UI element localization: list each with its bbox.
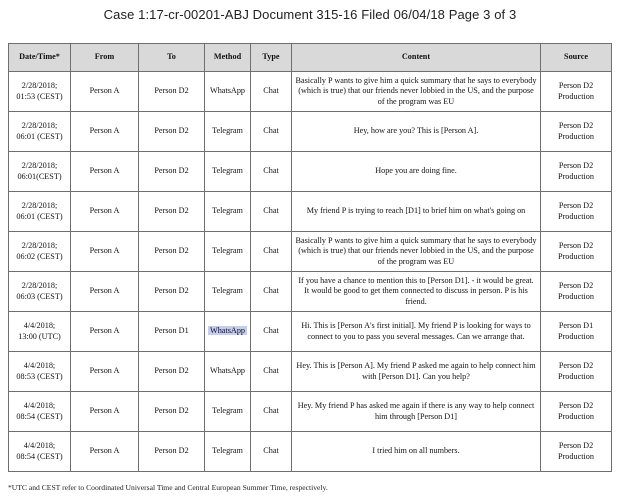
type-cell: Chat bbox=[251, 192, 292, 232]
datetime-cell bbox=[9, 432, 71, 472]
from-cell: Person A bbox=[71, 352, 139, 392]
source-cell bbox=[541, 192, 612, 232]
to-cell: Person D2 bbox=[139, 392, 205, 432]
table-row bbox=[9, 192, 612, 232]
column-header-method: Method bbox=[205, 44, 251, 72]
datetime-cell bbox=[9, 152, 71, 192]
source-text: Person D2 bbox=[558, 441, 594, 450]
time-text: 01:53 (CEST) bbox=[16, 91, 63, 101]
column-header-from: From bbox=[71, 44, 139, 72]
table-header-row bbox=[9, 44, 612, 72]
source-cell bbox=[541, 312, 612, 352]
table-row bbox=[9, 312, 612, 352]
column-header-to: To bbox=[139, 44, 205, 72]
method-cell: WhatsApp bbox=[205, 352, 251, 392]
content-cell: Hi. This is [Person A's first initial]. My friend P is looking for ways to connect to you to pass you several messages. Can we arrange that. bbox=[292, 312, 541, 352]
time-text: 06:01 (CEST) bbox=[16, 211, 63, 221]
footnote: *UTC and CEST refer to Coordinated Universal Time and Central European Summer Time, respectively. bbox=[8, 483, 328, 492]
source-cell bbox=[541, 232, 612, 272]
type-cell: Chat bbox=[251, 352, 292, 392]
table-row bbox=[9, 72, 612, 112]
type-cell: Chat bbox=[251, 152, 292, 192]
source-subtext: Production bbox=[558, 331, 594, 341]
source-subtext: Production bbox=[558, 411, 594, 421]
document-header: Case 1:17-cr-00201-ABJ Document 315-16 Filed 06/04/18 Page 3 of 3 bbox=[103, 7, 517, 22]
method-cell: Telegram bbox=[205, 392, 251, 432]
from-cell: Person A bbox=[71, 72, 139, 112]
table-row bbox=[9, 112, 612, 152]
messages-table bbox=[8, 43, 612, 472]
type-cell: Chat bbox=[251, 72, 292, 112]
to-cell: Person D2 bbox=[139, 272, 205, 312]
source-text: Person D2 bbox=[558, 281, 594, 290]
source-subtext: Production bbox=[558, 251, 594, 261]
from-cell: Person A bbox=[71, 152, 139, 192]
datetime-cell bbox=[9, 112, 71, 152]
date-text: 2/28/2018; bbox=[21, 241, 58, 250]
method-cell: Telegram bbox=[205, 232, 251, 272]
method-cell bbox=[205, 312, 251, 352]
table-row bbox=[9, 392, 612, 432]
to-cell: Person D2 bbox=[139, 112, 205, 152]
from-cell: Person A bbox=[71, 312, 139, 352]
content-cell: Hope you are doing fine. bbox=[292, 152, 541, 192]
date-text: 2/28/2018; bbox=[21, 121, 58, 130]
table-row bbox=[9, 352, 612, 392]
date-text: 2/28/2018; bbox=[21, 81, 58, 90]
table-row bbox=[9, 432, 612, 472]
source-cell bbox=[541, 392, 612, 432]
source-cell bbox=[541, 152, 612, 192]
time-text: 06:02 (CEST) bbox=[16, 251, 63, 261]
source-text: Person D2 bbox=[558, 201, 594, 210]
date-text: 2/28/2018; bbox=[21, 161, 58, 170]
method-cell: WhatsApp bbox=[205, 72, 251, 112]
source-text: Person D1 bbox=[558, 321, 594, 330]
datetime-cell bbox=[9, 232, 71, 272]
type-cell: Chat bbox=[251, 392, 292, 432]
date-text: 2/28/2018; bbox=[21, 201, 58, 210]
datetime-cell bbox=[9, 392, 71, 432]
datetime-cell bbox=[9, 192, 71, 232]
method-cell: Telegram bbox=[205, 112, 251, 152]
source-cell bbox=[541, 272, 612, 312]
type-cell: Chat bbox=[251, 272, 292, 312]
content-cell: Hey. My friend P has asked me again if there is any way to help connect him through [Person D1] bbox=[292, 392, 541, 432]
content-cell: My friend P is trying to reach [D1] to brief him on what's going on bbox=[292, 192, 541, 232]
table-row bbox=[9, 232, 612, 272]
source-subtext: Production bbox=[558, 451, 594, 461]
from-cell: Person A bbox=[71, 432, 139, 472]
source-text: Person D2 bbox=[558, 361, 594, 370]
column-header-source: Source bbox=[541, 44, 612, 72]
type-cell: Chat bbox=[251, 232, 292, 272]
source-text: Person D2 bbox=[558, 161, 594, 170]
content-cell: Basically P wants to give him a quick summary that he says to everybody (which is true) that our friends never lobbied in the US, and the purpose of the program was EU bbox=[292, 72, 541, 112]
source-text: Person D2 bbox=[558, 401, 594, 410]
datetime-cell bbox=[9, 312, 71, 352]
source-subtext: Production bbox=[558, 131, 594, 141]
from-cell: Person A bbox=[71, 112, 139, 152]
source-subtext: Production bbox=[558, 91, 594, 101]
type-cell: Chat bbox=[251, 112, 292, 152]
source-text: Person D2 bbox=[558, 121, 594, 130]
content-cell: Hey, how are you? This is [Person A]. bbox=[292, 112, 541, 152]
time-text: 06:01 (CEST) bbox=[16, 131, 63, 141]
table-row bbox=[9, 272, 612, 312]
time-text: 06:03 (CEST) bbox=[16, 291, 63, 301]
time-text: 13:00 (UTC) bbox=[18, 331, 61, 341]
highlighted-method-text[interactable]: WhatsApp bbox=[209, 326, 246, 336]
source-cell bbox=[541, 352, 612, 392]
column-header-datetime: Date/Time* bbox=[9, 44, 71, 72]
source-cell bbox=[541, 72, 612, 112]
source-subtext: Production bbox=[558, 171, 594, 181]
content-cell: I tried him on all numbers. bbox=[292, 432, 541, 472]
type-cell: Chat bbox=[251, 312, 292, 352]
time-text: 08:53 (CEST) bbox=[16, 371, 63, 381]
date-text: 4/4/2018; bbox=[23, 401, 56, 410]
method-cell: Telegram bbox=[205, 432, 251, 472]
source-subtext: Production bbox=[558, 211, 594, 221]
source-subtext: Production bbox=[558, 371, 594, 381]
from-cell: Person A bbox=[71, 392, 139, 432]
date-text: 2/28/2018; bbox=[21, 281, 58, 290]
source-subtext: Production bbox=[558, 291, 594, 301]
method-cell: Telegram bbox=[205, 152, 251, 192]
to-cell: Person D2 bbox=[139, 152, 205, 192]
to-cell: Person D1 bbox=[139, 312, 205, 352]
column-header-type: Type bbox=[251, 44, 292, 72]
content-cell: Hey. This is [Person A]. My friend P asked me again to help connect him with [Person D1]. Can you help? bbox=[292, 352, 541, 392]
time-text: 08:54 (CEST) bbox=[16, 451, 63, 461]
from-cell: Person A bbox=[71, 232, 139, 272]
content-cell: Basically P wants to give him a quick summary that he says to everybody (which is true) that our friends never lobbied in the US, and the purpose of the program was EU bbox=[292, 232, 541, 272]
to-cell: Person D2 bbox=[139, 352, 205, 392]
to-cell: Person D2 bbox=[139, 232, 205, 272]
to-cell: Person D2 bbox=[139, 432, 205, 472]
source-cell bbox=[541, 112, 612, 152]
date-text: 4/4/2018; bbox=[23, 321, 56, 330]
datetime-cell bbox=[9, 352, 71, 392]
method-cell: Telegram bbox=[205, 272, 251, 312]
source-text: Person D2 bbox=[558, 241, 594, 250]
datetime-cell bbox=[9, 72, 71, 112]
from-cell: Person A bbox=[71, 192, 139, 232]
datetime-cell bbox=[9, 272, 71, 312]
date-text: 4/4/2018; bbox=[23, 441, 56, 450]
type-cell: Chat bbox=[251, 432, 292, 472]
from-cell: Person A bbox=[71, 272, 139, 312]
method-cell: Telegram bbox=[205, 192, 251, 232]
time-text: 08:54 (CEST) bbox=[16, 411, 63, 421]
source-text: Person D2 bbox=[558, 81, 594, 90]
time-text: 06:01(CEST) bbox=[17, 171, 62, 181]
date-text: 4/4/2018; bbox=[23, 361, 56, 370]
table-row bbox=[9, 152, 612, 192]
column-header-content: Content bbox=[292, 44, 541, 72]
to-cell: Person D2 bbox=[139, 192, 205, 232]
content-cell: If you have a chance to mention this to [Person D1]. - it would be great. It would be good to get them connected to discuss in person. P is his friend. bbox=[292, 272, 541, 312]
to-cell: Person D2 bbox=[139, 72, 205, 112]
source-cell bbox=[541, 432, 612, 472]
